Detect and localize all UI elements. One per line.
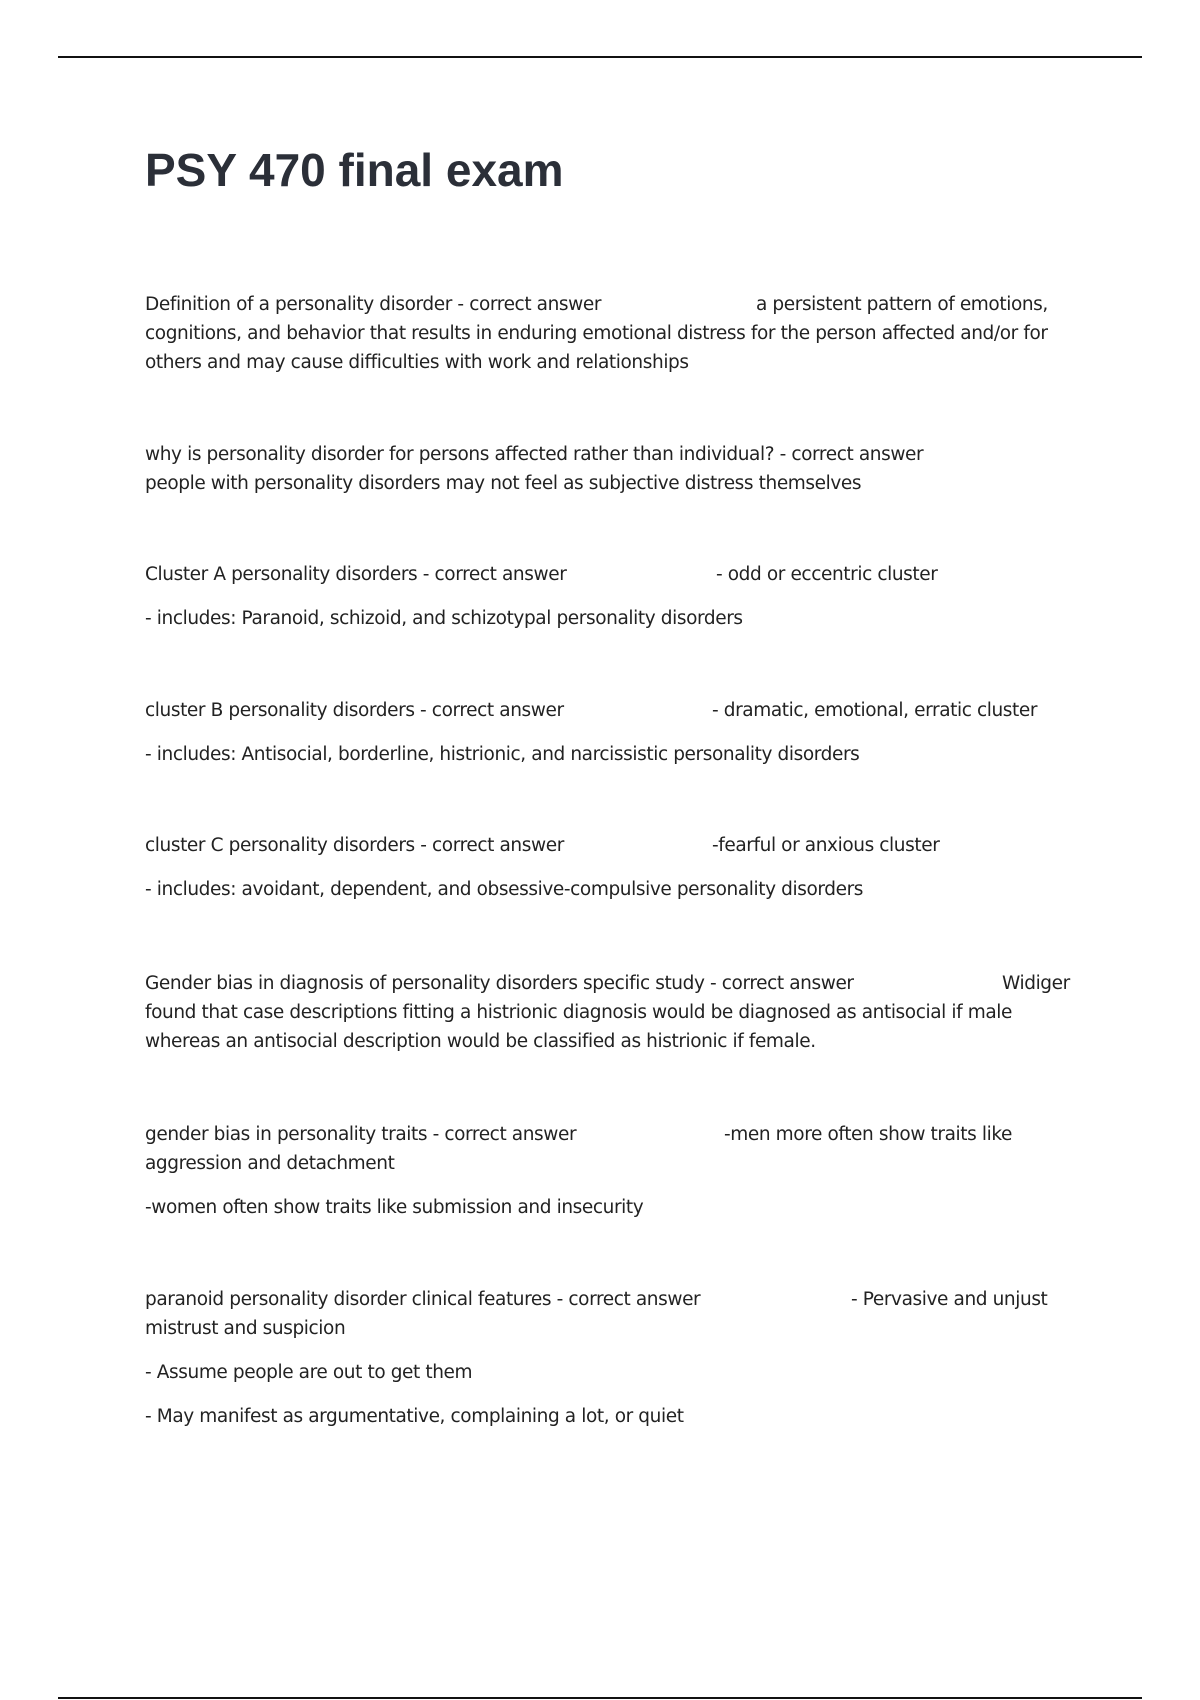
card-answer-line: found that case descriptions fitting a histrionic diagnosis would be diagnosed as antisocial if male	[145, 1002, 1012, 1023]
card-line	[145, 831, 1075, 860]
card-answer: a persistent pattern of emotions,	[756, 294, 1048, 315]
card-question: cluster C personality disorders - correct answer	[145, 835, 564, 856]
flashcard-cluster-b	[145, 696, 1075, 769]
card-line	[145, 969, 1075, 998]
card-question: Cluster A personality disorders - correct answer	[145, 564, 567, 585]
card-question: Gender bias in diagnosis of personality disorders specific study - correct answer	[145, 973, 854, 994]
card-line	[145, 290, 1075, 319]
card-detail: - includes: Paranoid, schizoid, and schizotypal personality disorders	[145, 608, 743, 629]
card-line	[145, 1285, 1075, 1314]
footer-rule	[58, 1697, 1142, 1699]
card-question: Definition of a personality disorder - correct answer	[145, 294, 602, 315]
card-line	[145, 560, 1075, 589]
card-question: cluster B personality disorders - correct answer	[145, 700, 564, 721]
card-answer-line: aggression and detachment	[145, 1153, 395, 1174]
card-answer: - Pervasive and unjust	[851, 1289, 1048, 1310]
card-answer: - dramatic, emotional, erratic cluster	[712, 700, 1038, 721]
flashcard-paranoid-features	[145, 1285, 1075, 1431]
flashcard-persons-affected	[145, 440, 1075, 498]
flashcard-personality-disorder-definition	[145, 290, 1075, 377]
card-answer: - odd or eccentric cluster	[716, 564, 938, 585]
card-line: others and may cause difficulties with work and relationships	[145, 352, 689, 373]
flashcard-cluster-a	[145, 560, 1075, 633]
flashcard-gender-bias-traits	[145, 1120, 1075, 1222]
card-answer: -men more often show traits like	[724, 1124, 1012, 1145]
card-answer: people with personality disorders may not feel as subjective distress themselves	[145, 473, 862, 494]
card-answer-line: whereas an antisocial description would be classified as histrionic if female.	[145, 1031, 816, 1052]
card-detail: - May manifest as argumentative, complaining a lot, or quiet	[145, 1406, 684, 1427]
document-title: PSY 470 final exam	[145, 144, 564, 196]
card-answer: -fearful or anxious cluster	[712, 835, 940, 856]
card-question: gender bias in personality traits - correct answer	[145, 1124, 577, 1145]
flashcard-gender-bias-diagnosis	[145, 969, 1075, 1056]
card-line: cognitions, and behavior that results in enduring emotional distress for the person affected and/or for	[145, 323, 1048, 344]
card-line	[145, 1120, 1075, 1149]
card-answer: Widiger	[1002, 973, 1070, 994]
card-answer-line: mistrust and suspicion	[145, 1318, 346, 1339]
card-detail: - includes: Antisocial, borderline, histrionic, and narcissistic personality disorders	[145, 744, 860, 765]
card-detail: - includes: avoidant, dependent, and obsessive-compulsive personality disorders	[145, 879, 864, 900]
card-question: why is personality disorder for persons affected rather than individual? - correct answer	[145, 444, 924, 465]
card-line	[145, 696, 1075, 725]
card-question: paranoid personality disorder clinical features - correct answer	[145, 1289, 701, 1310]
card-detail: -women often show traits like submission and insecurity	[145, 1197, 644, 1218]
flashcard-cluster-c	[145, 831, 1075, 904]
card-detail: - Assume people are out to get them	[145, 1362, 473, 1383]
header-rule	[58, 56, 1142, 58]
